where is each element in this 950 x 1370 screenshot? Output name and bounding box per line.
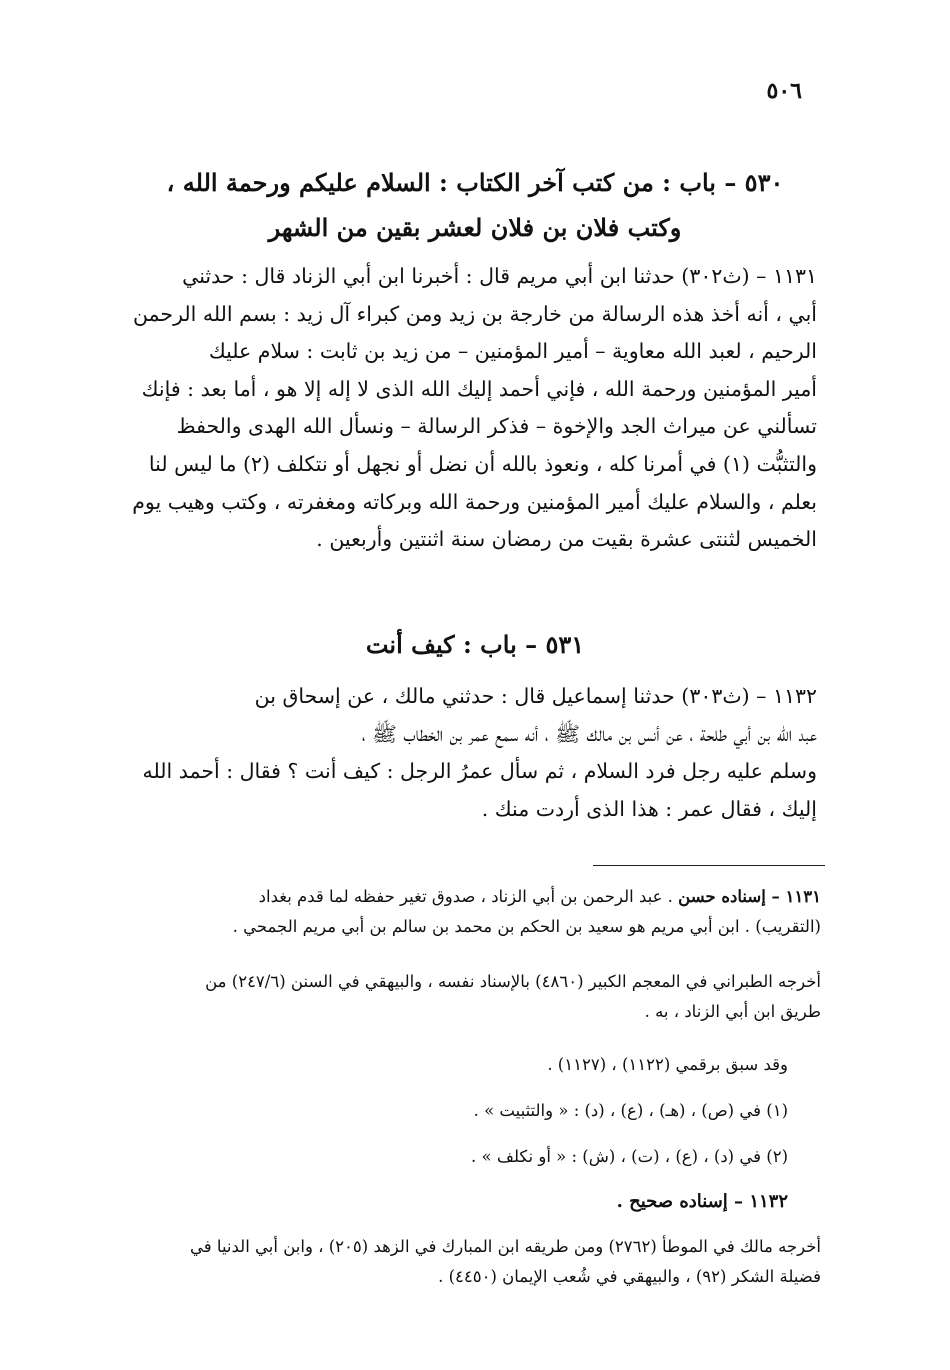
- text-line: الخميس لثنتى عشرة بقيت من رمضان سنة اثنتين وأربعين .: [316, 527, 817, 552]
- page-number: ٥٠٦: [766, 78, 802, 104]
- footnote-1131-text: . عبد الرحمن بن أبي الزناد ، صدوق تغير حفظه لما قدم بغداد: [258, 887, 673, 906]
- text-line: تسألني عن ميراث الجد والإخوة – فذكر الرسالة – ونسأل الله الهدى والحفظ: [176, 414, 817, 439]
- hadith-1131-paragraph: [95, 258, 817, 559]
- footnote-line: طريق ابن أبي الزناد ، به .: [644, 1002, 821, 1021]
- footnote-1132-takhrij: [103, 1232, 821, 1292]
- text-line: بعلم ، والسلام عليك أمير المؤمنين ورحمة الله وبركاته ومغفرته ، وكتب وهيب يوم: [132, 489, 817, 514]
- footnote-line: فضيلة الشكر (٩٢) ، والبيهقي في شُعب الإيمان (٤٤٥٠) .: [438, 1267, 821, 1286]
- hadith-1132-paragraph: [95, 678, 817, 828]
- footnote-1: (١) في (ص) ، (هـ) ، (ع) ، (د) : « والتثبيت » .: [473, 1101, 788, 1120]
- footnote-1131-grading: [103, 882, 821, 942]
- text-line: أبي ، أنه أخذ هذه الرسالة من خارجة بن زيد ومن كبراء آل زيد : بسم الله الرحمن: [132, 301, 817, 326]
- text-line: أمير المؤمنين ورحمة الله ، فإني أحمد إليك الله الذى لا إله إلا هو ، أما بعد : فإنك: [141, 376, 817, 401]
- text-line: عبد الله بن أبي طلحة ، عن أنس بن مالك ﷺ ، أنه سمع عمر بن الخطاب ﷺ ،: [361, 721, 817, 746]
- footnote-line: [103, 882, 821, 912]
- chapter-heading-line-1: ٥٣٠ – باب : من كتب آخر الكتاب : السلام عليكم ورحمة الله ،: [166, 168, 784, 197]
- chapter-heading-530: [120, 160, 830, 250]
- footnote-cross-reference: وقد سبق برقمي (١١٢٢) ، (١١٢٧) .: [547, 1055, 788, 1074]
- footnote-line: أخرجه مالك في الموطأ (٢٧٦٢) ومن طريقه ابن المبارك في الزهد (٢٠٥) ، وابن أبي الدنيا في: [190, 1237, 821, 1256]
- footnote-1131-takhrij: [103, 967, 821, 1027]
- text-line: ١١٣١ – (ث٣٠٢) حدثنا ابن أبي مريم قال : أخبرنا ابن أبي الزناد قال : حدثني: [182, 264, 817, 288]
- text-line: الرحيم ، لعبد الله معاوية – أمير المؤمنين – من زيد بن ثابت : سلام عليك: [208, 339, 817, 364]
- footnote-separator: [593, 865, 825, 866]
- text-line: والتثبُّت (١) في أمرنا كله ، ونعوذ بالله أن نضل أو نجهل أو نتكلف (٢) ما ليس لنا: [148, 451, 817, 476]
- footnote-line: أخرجه الطبراني في المعجم الكبير (٤٨٦٠) بالإسناد نفسه ، والبيهقي في السنن (٢٤٧/٦) من: [205, 972, 821, 991]
- footnote-line: (التقريب) . ابن أبي مريم هو سعيد بن الحكم بن محمد بن سالم بن أبي مريم الجمحي .: [232, 917, 821, 936]
- footnote-1131-label: ١١٣١ – إسناده حسن: [678, 887, 821, 906]
- footnote-2: (٢) في (د) ، (ع) ، (ت) ، (ش) : « أو نكلف » .: [471, 1147, 788, 1166]
- footnote-1132-grading: ١١٣٢ – إسناده صحيح .: [616, 1191, 788, 1212]
- text-line: وسلم عليه رجل فرد السلام ، ثم سأل عمرُ الرجل : كيف أنت ؟ فقال : أحمد الله: [142, 759, 817, 784]
- chapter-heading-line-2: وكتب فلان بن فلان لعشر بقين من الشهر: [268, 213, 682, 242]
- chapter-heading-531: ٥٣١ – باب : كيف أنت: [365, 630, 585, 659]
- text-line: إليك ، فقال عمر : هذا الذى أردت منك .: [481, 796, 817, 821]
- text-line: ١١٣٢ – (ث٣٠٣) حدثنا إسماعيل قال : حدثني مالك ، عن إسحاق بن: [254, 684, 817, 708]
